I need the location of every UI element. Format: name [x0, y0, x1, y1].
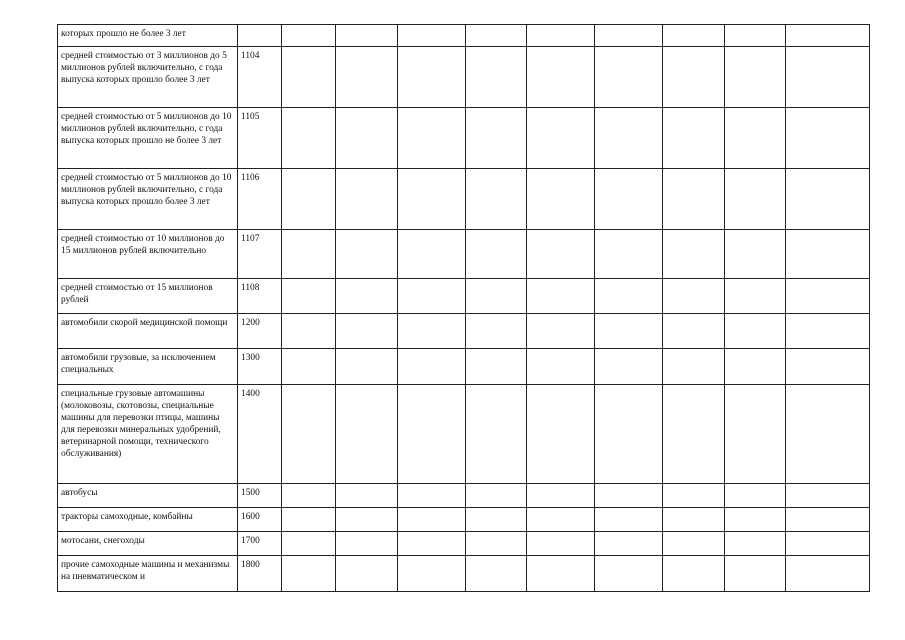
value-cell[interactable] [398, 230, 466, 279]
value-cell[interactable] [725, 279, 786, 314]
value-cell[interactable] [725, 532, 786, 556]
value-cell[interactable] [282, 314, 336, 349]
value-cell[interactable] [786, 484, 870, 508]
vehicle-category-table [57, 24, 870, 592]
row-label: автомобили скорой медицинской помощи [58, 314, 238, 349]
row-code: 1106 [238, 169, 282, 230]
value-cell[interactable] [725, 556, 786, 592]
value-cell[interactable] [595, 349, 663, 385]
row-code [238, 25, 282, 47]
value-cell[interactable] [595, 169, 663, 230]
value-cell[interactable] [595, 556, 663, 592]
value-cell[interactable] [336, 314, 398, 349]
row-label: средней стоимостью от 10 миллионов до 15 миллионов рублей включительно [58, 230, 238, 279]
value-cell[interactable] [336, 279, 398, 314]
value-cell[interactable] [466, 349, 527, 385]
value-cell[interactable] [282, 108, 336, 169]
row-code: 1800 [238, 556, 282, 592]
value-cell[interactable] [398, 385, 466, 484]
value-cell[interactable] [527, 484, 595, 508]
value-cell[interactable] [336, 385, 398, 484]
value-cell[interactable] [466, 47, 527, 108]
table-row [58, 230, 870, 279]
value-cell[interactable] [786, 314, 870, 349]
row-label: мотосани, снегоходы [58, 532, 238, 556]
value-cell[interactable] [786, 169, 870, 230]
value-cell[interactable] [786, 508, 870, 532]
value-cell[interactable] [282, 230, 336, 279]
value-cell[interactable] [725, 349, 786, 385]
value-cell[interactable] [398, 349, 466, 385]
value-cell[interactable] [466, 484, 527, 508]
value-cell[interactable] [595, 508, 663, 532]
row-code: 1104 [238, 47, 282, 108]
value-cell[interactable] [466, 25, 527, 47]
value-cell[interactable] [466, 169, 527, 230]
value-cell[interactable] [398, 279, 466, 314]
row-code: 1400 [238, 385, 282, 484]
value-cell[interactable] [663, 349, 725, 385]
table-row [58, 314, 870, 349]
value-cell[interactable] [466, 556, 527, 592]
value-cell[interactable] [595, 230, 663, 279]
value-cell[interactable] [282, 169, 336, 230]
row-code: 1200 [238, 314, 282, 349]
value-cell[interactable] [527, 556, 595, 592]
value-cell[interactable] [336, 532, 398, 556]
value-cell[interactable] [663, 108, 725, 169]
value-cell[interactable] [663, 508, 725, 532]
value-cell[interactable] [725, 508, 786, 532]
table-row [58, 385, 870, 484]
value-cell[interactable] [336, 47, 398, 108]
row-label: прочие самоходные машины и механизмы на пневматическом и [58, 556, 238, 592]
row-label: автомобили грузовые, за исключением специальных [58, 349, 238, 385]
value-cell[interactable] [725, 169, 786, 230]
row-code: 1107 [238, 230, 282, 279]
value-cell[interactable] [786, 532, 870, 556]
value-cell[interactable] [282, 47, 336, 108]
value-cell[interactable] [725, 484, 786, 508]
value-cell[interactable] [725, 108, 786, 169]
row-label: которых прошло не более 3 лет [58, 25, 238, 47]
value-cell[interactable] [725, 25, 786, 47]
table-body [58, 25, 870, 592]
value-cell[interactable] [282, 349, 336, 385]
row-label: автобусы [58, 484, 238, 508]
value-cell[interactable] [663, 556, 725, 592]
value-cell[interactable] [595, 484, 663, 508]
value-cell[interactable] [466, 532, 527, 556]
value-cell[interactable] [398, 25, 466, 47]
value-cell[interactable] [398, 314, 466, 349]
value-cell[interactable] [527, 230, 595, 279]
value-cell[interactable] [527, 169, 595, 230]
value-cell[interactable] [725, 230, 786, 279]
value-cell[interactable] [527, 385, 595, 484]
value-cell[interactable] [398, 556, 466, 592]
value-cell[interactable] [282, 484, 336, 508]
value-cell[interactable] [663, 484, 725, 508]
row-code: 1105 [238, 108, 282, 169]
value-cell[interactable] [527, 532, 595, 556]
value-cell[interactable] [282, 25, 336, 47]
row-label: средней стоимостью от 5 миллионов до 10 миллионов рублей включительно, с года выпуска которых прошло не более 3 лет [58, 108, 238, 169]
value-cell[interactable] [398, 108, 466, 169]
value-cell[interactable] [336, 108, 398, 169]
value-cell[interactable] [595, 385, 663, 484]
value-cell[interactable] [663, 25, 725, 47]
table-row [58, 556, 870, 592]
value-cell[interactable] [663, 279, 725, 314]
table-row [58, 349, 870, 385]
row-label: тракторы самоходные, комбайны [58, 508, 238, 532]
value-cell[interactable] [786, 47, 870, 108]
value-cell[interactable] [595, 108, 663, 169]
value-cell[interactable] [466, 314, 527, 349]
value-cell[interactable] [595, 47, 663, 108]
value-cell[interactable] [282, 556, 336, 592]
value-cell[interactable] [786, 230, 870, 279]
value-cell[interactable] [663, 47, 725, 108]
row-label: средней стоимостью от 5 миллионов до 10 миллионов рублей включительно, с года выпуска которых прошло более 3 лет [58, 169, 238, 230]
document-page [57, 24, 870, 592]
value-cell[interactable] [336, 508, 398, 532]
value-cell[interactable] [663, 385, 725, 484]
table-row [58, 508, 870, 532]
value-cell[interactable] [786, 385, 870, 484]
value-cell[interactable] [595, 25, 663, 47]
value-cell[interactable] [466, 108, 527, 169]
value-cell[interactable] [725, 314, 786, 349]
value-cell[interactable] [527, 47, 595, 108]
value-cell[interactable] [786, 279, 870, 314]
row-label: средней стоимостью от 15 миллионов рублей [58, 279, 238, 314]
value-cell[interactable] [466, 508, 527, 532]
table-row [58, 484, 870, 508]
value-cell[interactable] [336, 230, 398, 279]
value-cell[interactable] [663, 532, 725, 556]
value-cell[interactable] [725, 385, 786, 484]
value-cell[interactable] [398, 47, 466, 108]
value-cell[interactable] [595, 279, 663, 314]
value-cell[interactable] [725, 47, 786, 108]
row-code: 1300 [238, 349, 282, 385]
value-cell[interactable] [466, 230, 527, 279]
value-cell[interactable] [527, 108, 595, 169]
table-row [58, 25, 870, 47]
row-label: специальные грузовые автомашины (молоковозы, скотовозы, специальные машины для перевозки птицы, машины для перевозки минеральных удобрений, ветеринарной помощи, технического обслуживания) [58, 385, 238, 484]
value-cell[interactable] [786, 25, 870, 47]
table-row [58, 532, 870, 556]
value-cell[interactable] [282, 508, 336, 532]
row-code: 1700 [238, 532, 282, 556]
value-cell[interactable] [336, 349, 398, 385]
value-cell[interactable] [282, 532, 336, 556]
value-cell[interactable] [282, 279, 336, 314]
value-cell[interactable] [786, 349, 870, 385]
row-code: 1108 [238, 279, 282, 314]
table-row [58, 169, 870, 230]
value-cell[interactable] [527, 508, 595, 532]
value-cell[interactable] [663, 314, 725, 349]
value-cell[interactable] [336, 25, 398, 47]
table-row [58, 47, 870, 108]
value-cell[interactable] [466, 279, 527, 314]
table-row [58, 108, 870, 169]
value-cell[interactable] [786, 108, 870, 169]
value-cell[interactable] [527, 279, 595, 314]
value-cell[interactable] [786, 556, 870, 592]
value-cell[interactable] [527, 25, 595, 47]
value-cell[interactable] [398, 508, 466, 532]
value-cell[interactable] [527, 314, 595, 349]
row-code: 1500 [238, 484, 282, 508]
value-cell[interactable] [595, 314, 663, 349]
value-cell[interactable] [398, 169, 466, 230]
value-cell[interactable] [398, 484, 466, 508]
value-cell[interactable] [282, 385, 336, 484]
value-cell[interactable] [595, 532, 663, 556]
value-cell[interactable] [398, 532, 466, 556]
value-cell[interactable] [336, 484, 398, 508]
row-code: 1600 [238, 508, 282, 532]
value-cell[interactable] [663, 169, 725, 230]
value-cell[interactable] [336, 169, 398, 230]
row-label: средней стоимостью от 3 миллионов до 5 миллионов рублей включительно, с года выпуска которых прошло более 3 лет [58, 47, 238, 108]
value-cell[interactable] [336, 556, 398, 592]
value-cell[interactable] [663, 230, 725, 279]
value-cell[interactable] [466, 385, 527, 484]
table-row [58, 279, 870, 314]
value-cell[interactable] [527, 349, 595, 385]
